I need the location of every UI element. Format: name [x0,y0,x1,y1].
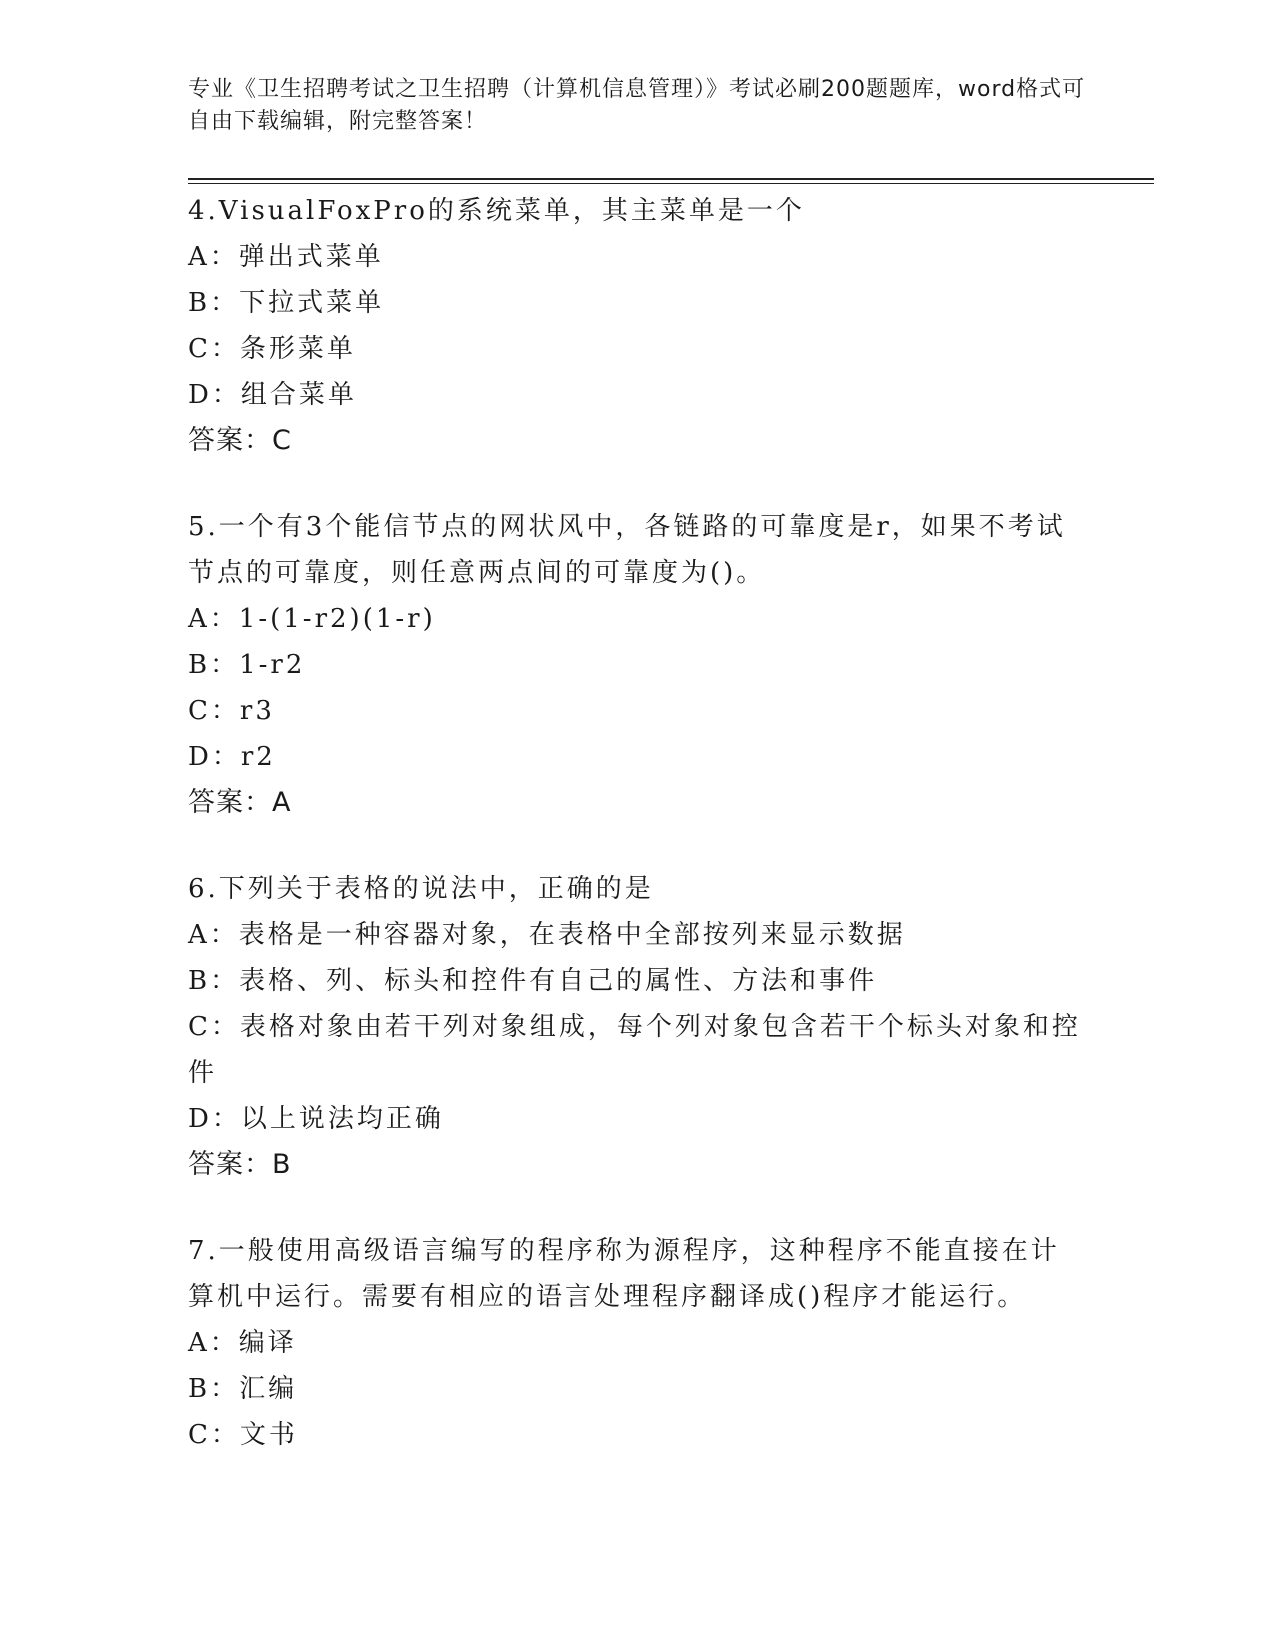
question-stem: 5.一个有3个能信节点的网状风中，各链路的可靠度是r，如果不考试节点的可靠度，则任意两点间的可靠度为()。 [188,512,1066,588]
question-5 [188,504,1088,826]
header-divider-thick [188,178,1154,180]
option-b: B：表格、列、标头和控件有自己的属性、方法和事件 [188,966,878,996]
answer-text: 答案：B [188,1149,292,1180]
option-a: A：弹出式菜单 [188,242,384,272]
option-b: B：下拉式菜单 [188,288,385,318]
option-d: D：r2 [188,742,276,772]
option-a: A：编译 [188,1328,297,1358]
header-divider-thin [188,183,1154,184]
answer-text: 答案：A [188,787,292,818]
document-header [188,74,1088,138]
option-c: C：文书 [188,1420,298,1450]
option-a: A：表格是一种容器对象，在表格中全部按列来显示数据 [188,920,906,950]
question-7 [188,1228,1088,1458]
option-b: B：1-r2 [188,650,306,680]
question-6 [188,866,1088,1188]
answer-text: 答案：C [188,425,292,456]
option-c: C：表格对象由若干列对象组成，每个列对象包含若干个标头对象和控件 [188,1012,1081,1088]
option-d: D：组合菜单 [188,380,357,410]
option-b: B：汇编 [188,1374,298,1404]
header-intro-text: 专业《卫生招聘考试之卫生招聘（计算机信息管理）》考试必刷200题题库，word格式可自由下载编辑，附完整答案！ [188,77,1086,134]
question-stem: 7.一般使用高级语言编写的程序称为源程序，这种程序不能直接在计算机中运行。需要有相应的语言处理程序翻译成()程序才能运行。 [188,1236,1060,1312]
question-stem: 6.下列关于表格的说法中，正确的是 [188,874,654,904]
question-4 [188,188,1088,464]
question-list [188,188,1088,1498]
option-c: C：条形菜单 [188,334,356,364]
option-c: C：r3 [188,696,275,726]
option-d: D：以上说法均正确 [188,1104,444,1134]
option-a: A：1-(1-r2)(1-r) [188,604,436,634]
question-stem: 4.VisualFoxPro的系统菜单，其主菜单是一个 [188,196,805,226]
